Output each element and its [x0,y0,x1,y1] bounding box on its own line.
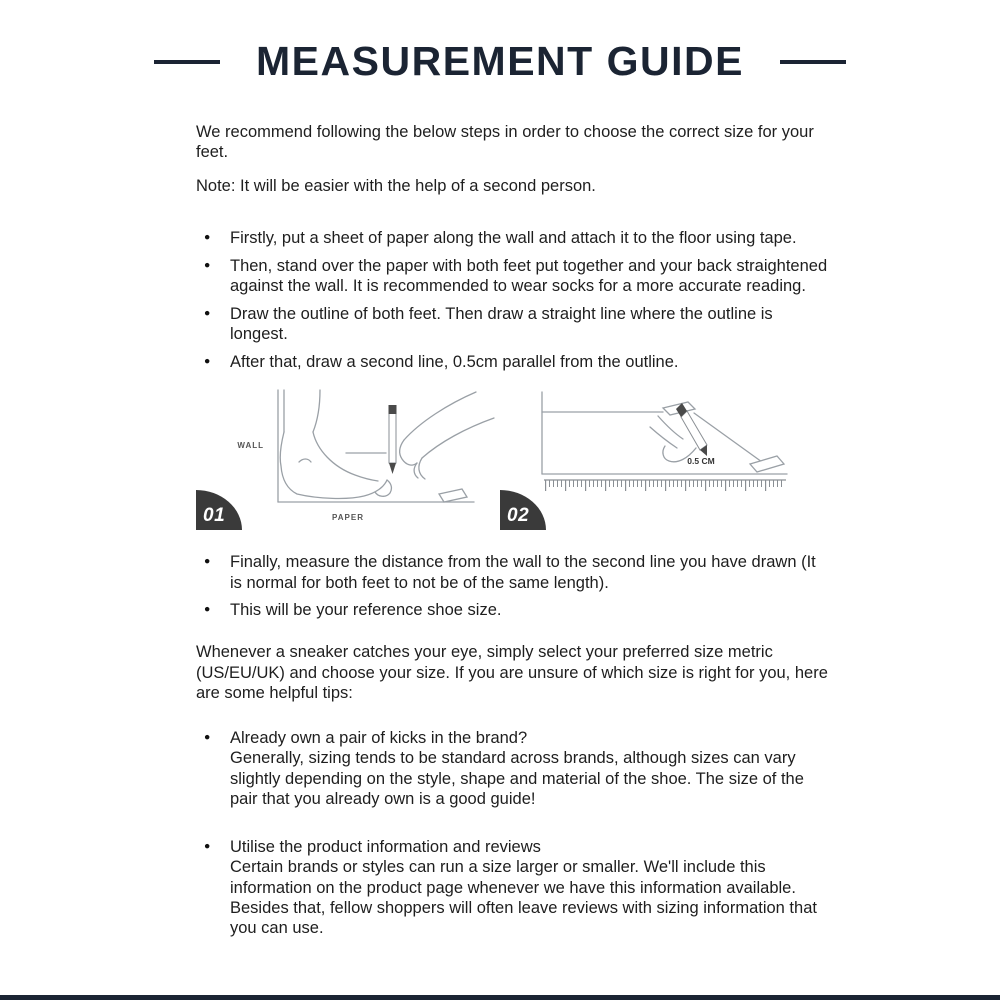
tip-heading-1: ● Already own a pair of kicks in the brand? [230,728,528,747]
tip-item-2 [196,837,835,939]
paper-label: PAPER [332,513,364,523]
page-title: MEASUREMENT GUIDE [256,38,744,84]
header [0,38,1000,85]
title-dash-right [780,60,846,64]
figure-badge-02: 02 [500,490,546,530]
note-paragraph: Note: It will be easier with the help of a second person. [196,176,596,195]
pencil-icon [389,405,397,474]
step-item-5: ● Finally, measure the distance from the wall to the second line you have drawn (It is normal for both feet to not be of the same length). [196,552,830,593]
illustrations-row [196,382,836,532]
figure-badge-01: 01 [196,490,242,530]
tips-list [196,728,836,939]
tips-intro-paragraph: Whenever a sneaker catches your eye, simply select your preferred size metric (US/EU/UK) and choose your size. If you are unsure of which size is right for you, here are some helpful tips: [196,643,828,703]
intro-paragraph: We recommend following the below steps in order to choose the correct size for your feet. [196,123,814,162]
ruler-icon [544,480,786,486]
step-item-2: ● Then, stand over the paper with both feet put together and your back straightened against the wall. It is recommended to wear socks for a more accurate reading. [196,256,830,297]
title-dash-left [154,60,220,64]
final-steps-list [196,552,836,620]
pencil-icon [676,403,707,456]
tip-body-1: Generally, sizing tends to be standard across brands, although sizes can vary slightly depending on the style, shape and material of the shoe. The size of the pair that you already own is a good guide! [230,749,804,809]
wall-label: WALL [237,441,264,451]
step-item-6: ● This will be your reference shoe size. [196,600,830,620]
measure-label: 0.5 CM [687,456,715,467]
tip-item-1 [196,728,835,810]
bottom-divider-bar [0,995,1000,1000]
measurement-steps-list [196,228,836,372]
step-item-4: ● After that, draw a second line, 0.5cm parallel from the outline. [196,352,830,372]
guide-content [196,122,836,966]
ruler-illustration [500,382,812,532]
tip-heading-2: ● Utilise the product information and reviews [230,837,541,856]
step-item-3: ● Draw the outline of both feet. Then draw a straight line where the outline is longest. [196,304,830,345]
foot-measure-illustration [196,382,496,532]
step-item-1: ● Firstly, put a sheet of paper along the wall and attach it to the floor using tape. [196,228,830,248]
figure-02 [500,382,812,532]
tip-body-2: Certain brands or styles can run a size larger or smaller. We'll include this information on the product page whenever we have this information available. Besides that, fellow shoppers will often leave reviews with sizing information that you can use. [230,858,817,938]
figure-01 [196,382,496,532]
